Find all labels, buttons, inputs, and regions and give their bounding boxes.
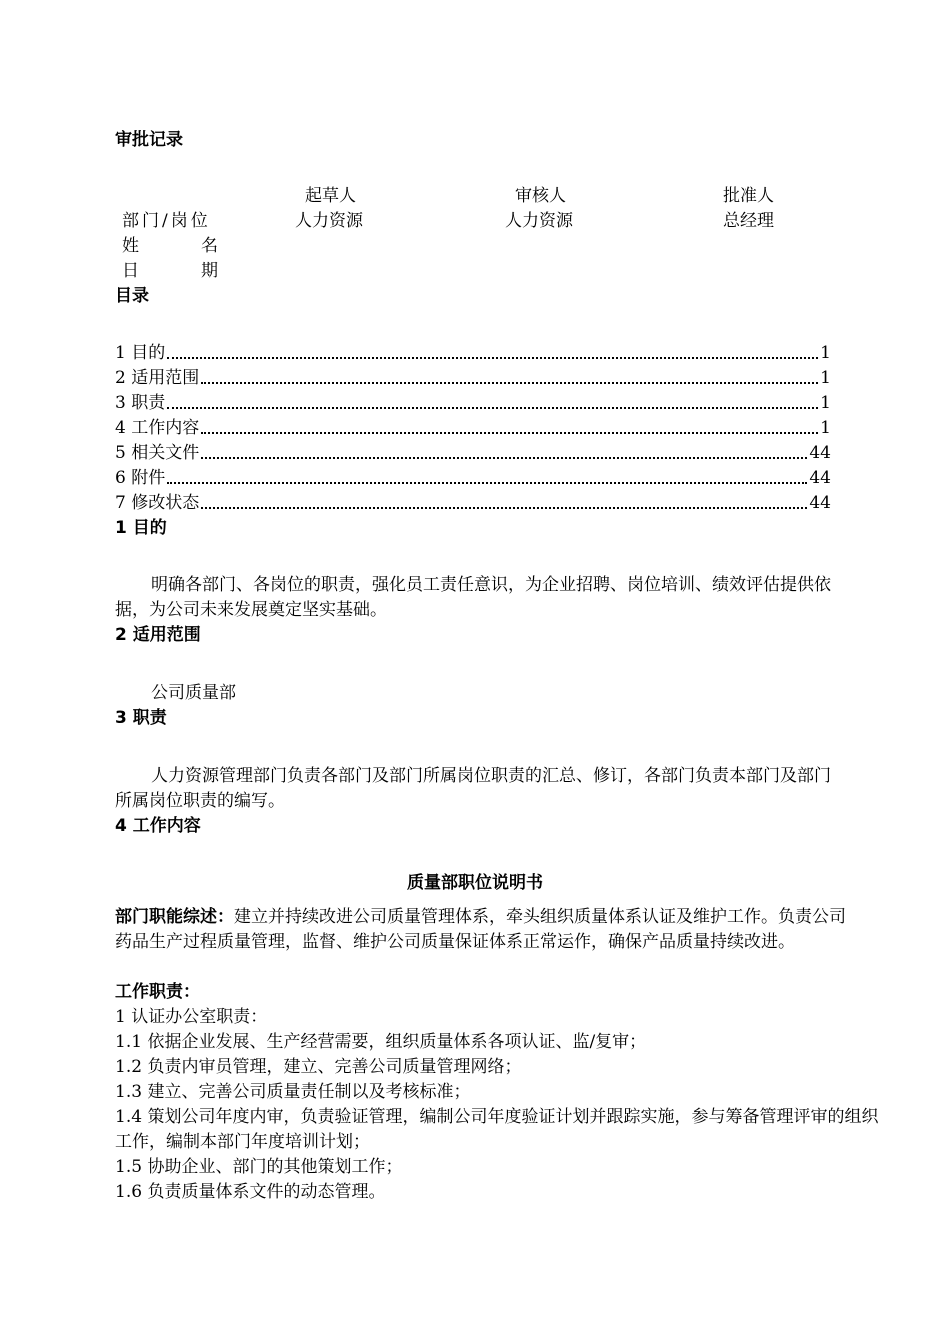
toc-leader (201, 507, 807, 509)
approval-heading: 审批记录 (115, 130, 183, 150)
row-name-label-a: 姓 (122, 236, 139, 256)
row-name-label-b: 名 (201, 236, 218, 256)
section-duty-heading: 3 职责 (115, 708, 167, 728)
toc-item-attachments[interactable] (115, 466, 831, 490)
section-purpose-heading: 1 目的 (115, 518, 167, 538)
toc-item-scope[interactable] (115, 366, 831, 390)
toc-item-duty[interactable] (115, 391, 831, 415)
duty-item: 1.3 建立、完善公司质量责任制以及考核标准； (115, 1082, 471, 1102)
toc-item-purpose[interactable] (115, 341, 831, 365)
toc-leader (167, 482, 807, 484)
section-scope-heading: 2 适用范围 (115, 625, 201, 645)
row-dept-reviewer: 人力资源 (505, 211, 573, 231)
toc-item-related-docs[interactable] (115, 441, 831, 465)
col-reviewer: 审核人 (515, 186, 566, 206)
toc-leader (201, 457, 807, 459)
toc-item-work[interactable] (115, 416, 831, 440)
toc-item-label: 5 相关文件 (115, 443, 200, 463)
section-duty-text: 人力资源管理部门负责各部门及部门所属岗位职责的汇总、修订，各部门负责本部门及部门所属岗位职责的编写。 (115, 766, 831, 811)
toc-item-label: 3 职责 (115, 393, 166, 413)
toc-leader (167, 357, 818, 359)
toc-item-label: 6 附件 (115, 468, 166, 488)
toc-item-page: 44 (809, 468, 831, 488)
row-dept-approver: 总经理 (723, 211, 774, 231)
spec-overview-text: 建立并持续改进公司质量管理体系，牵头组织质量体系认证及维护工作。负责公司药品生产过程质量管理，监督、维护公司质量保证体系正常运作，确保产品质量持续改进。 (115, 907, 846, 952)
toc-item-page: 1 (820, 343, 831, 363)
duty-item: 1.5 协助企业、部门的其他策划工作； (115, 1157, 403, 1177)
row-dept-label: 部门/岗位 (122, 211, 211, 231)
row-date-label-a: 日 (122, 261, 139, 281)
toc-item-page: 44 (809, 443, 831, 463)
duty-item: 1.6 负责质量体系文件的动态管理。 (115, 1182, 386, 1202)
spec-overview (115, 905, 860, 955)
toc-item-label: 7 修改状态 (115, 493, 200, 513)
col-approver: 批准人 (723, 186, 774, 206)
toc-item-label: 4 工作内容 (115, 418, 200, 438)
toc-item-label: 1 目的 (115, 343, 166, 363)
toc-leader (167, 407, 818, 409)
spec-overview-label: 部门职能综述： (115, 907, 234, 927)
toc-heading: 目录 (115, 286, 149, 306)
row-dept-drafter: 人力资源 (295, 211, 363, 231)
duty-item: 1.4 策划公司年度内审，负责验证管理，编制公司年度验证计划并跟踪实施，参与筹备管理评审的组织工作，编制本部门年度培训计划； (115, 1107, 879, 1152)
section-purpose-text: 明确各部门、各岗位的职责，强化员工责任意识，为企业招聘、岗位培训、绩效评估提供依据，为公司未来发展奠定坚实基础。 (115, 575, 831, 620)
toc-leader (201, 382, 818, 384)
spec-duties-label: 工作职责： (115, 982, 200, 1002)
section-work-heading: 4 工作内容 (115, 816, 201, 836)
col-drafter: 起草人 (305, 186, 356, 206)
spec-title: 质量部职位说明书 (407, 873, 543, 893)
toc-item-page: 1 (820, 393, 831, 413)
toc-item-label: 2 适用范围 (115, 368, 200, 388)
toc-item-page: 1 (820, 368, 831, 388)
toc-leader (201, 432, 818, 434)
toc-item-revision[interactable] (115, 491, 831, 515)
duty-item: 1 认证办公室职责： (115, 1007, 268, 1027)
section-scope-text: 公司质量部 (151, 683, 236, 703)
toc-item-page: 1 (820, 418, 831, 438)
duty-item: 1.1 依据企业发展、生产经营需要，组织质量体系各项认证、监/复审； (115, 1032, 647, 1052)
toc-item-page: 44 (809, 493, 831, 513)
duty-item: 1.2 负责内审员管理，建立、完善公司质量管理网络； (115, 1057, 522, 1077)
row-date-label-b: 期 (201, 261, 218, 281)
